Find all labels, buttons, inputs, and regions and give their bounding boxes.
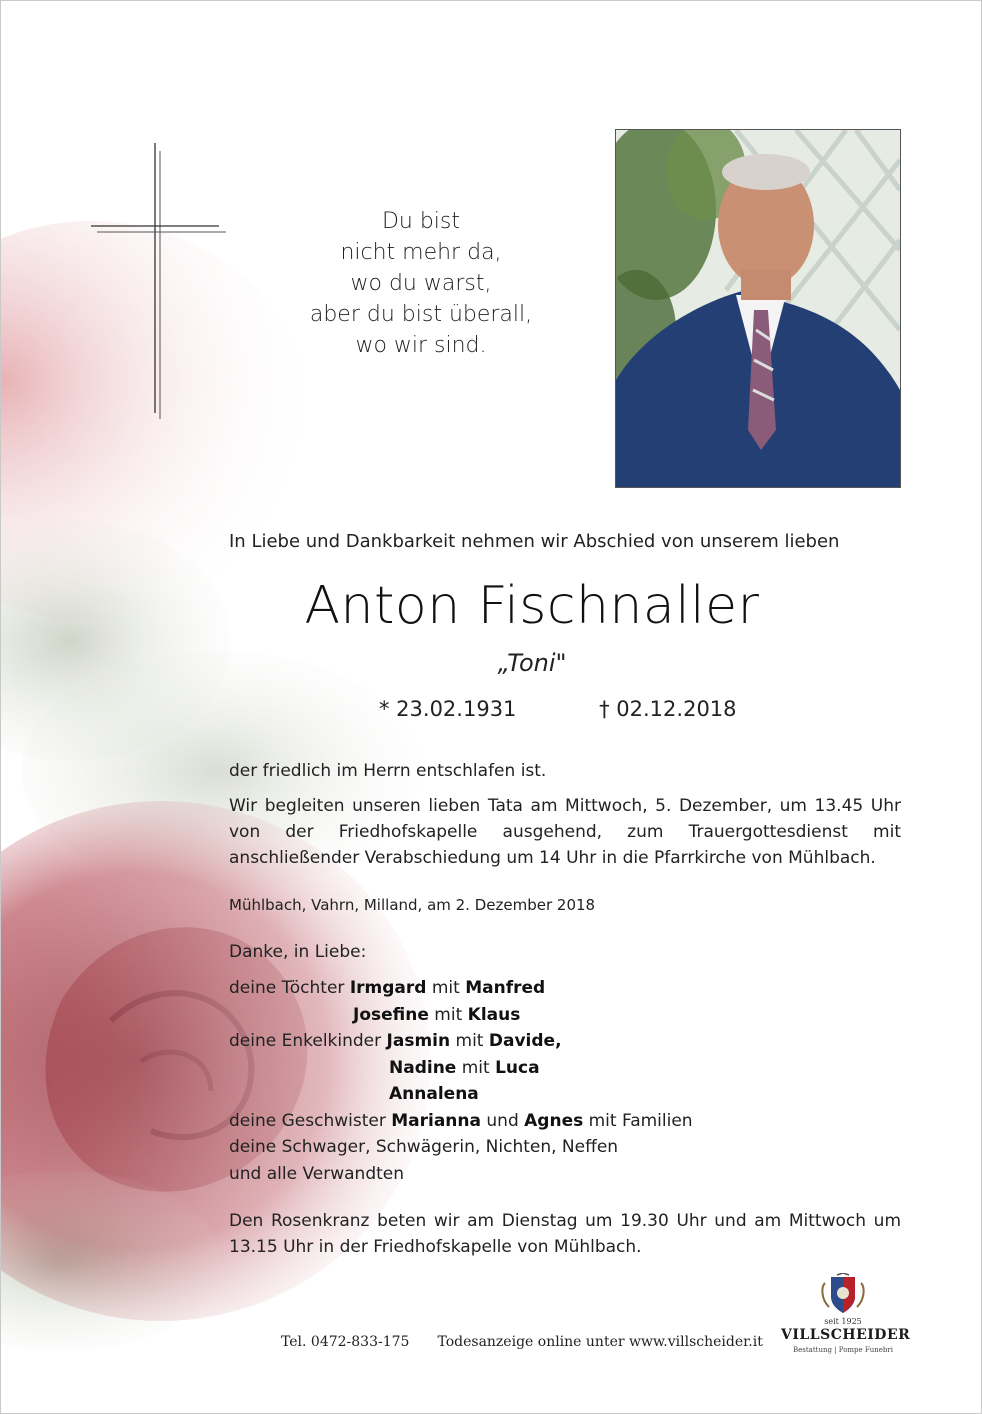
family-row: [229, 1055, 693, 1082]
family-member: Irmgard: [349, 978, 427, 998]
family-list: [229, 975, 693, 1187]
family-member: Jasmin: [386, 1031, 451, 1051]
family-row: [229, 975, 693, 1002]
family-connector: mit: [461, 1057, 490, 1078]
family-member: Davide,: [488, 1031, 562, 1051]
verse-line: nicht mehr da,: [340, 240, 502, 265]
family-label: deine Töchter: [229, 978, 345, 998]
logo-since: seit 1925: [824, 1317, 862, 1326]
family-member: Manfred: [465, 978, 546, 998]
family-suffix: mit Familien: [588, 1110, 693, 1131]
family-member: Annalena: [389, 1084, 479, 1104]
family-label: deine Enkelkinder: [229, 1031, 382, 1051]
portrait-photo: [615, 129, 901, 488]
family-connector: und: [486, 1110, 519, 1131]
birth-date: * 23.02.1931: [379, 697, 517, 721]
family-row: [229, 1002, 693, 1029]
family-member: Agnes: [524, 1110, 584, 1131]
family-connector: mit: [434, 1004, 463, 1025]
rosary-details: Den Rosenkranz beten wir am Dienstag um 19.30 Uhr und am Mittwoch um 13.15 Uhr in der Friedhofskapelle von Mühlbach.: [229, 1211, 901, 1257]
family-connector: mit: [431, 978, 460, 998]
deceased-name: Anton Fischnaller: [304, 576, 760, 636]
cross-icon: [89, 141, 229, 421]
funeral-details: Wir begleiten unseren lieben Tata am Mittwoch, 5. Dezember, um 13.45 Uhr von der Friedhofskapelle ausgehend, zum Trauergottesdienst mit anschließender Verabschiedung um 14 Uhr in die Pfarrkirche von Mühlbach.: [229, 796, 901, 868]
verse-line: wo du warst,: [350, 271, 492, 296]
logo-brand: VILLSCHEIDER: [781, 1327, 911, 1343]
death-date: † 02.12.2018: [599, 697, 737, 721]
online-notice-link[interactable]: Todesanzeige online unter www.villscheider.it: [437, 1334, 763, 1350]
family-label: deine Geschwister: [229, 1110, 386, 1131]
verse-line: aber du bist überall,: [309, 302, 533, 327]
family-member: Josefine: [353, 1004, 429, 1025]
family-member: Luca: [495, 1057, 540, 1078]
coat-of-arms-icon: [781, 1273, 905, 1317]
family-row: [229, 1081, 693, 1108]
family-row: [229, 1108, 693, 1135]
family-member: Marianna: [391, 1110, 481, 1131]
logo-tagline: Bestattung | Pompe Funebri: [792, 1346, 893, 1354]
funeral-home-logo: [781, 1273, 911, 1373]
thanks-line: Danke, in Liebe:: [229, 942, 367, 962]
family-row: [229, 1028, 693, 1055]
passing-statement: der friedlich im Herrn entschlafen ist.: [229, 761, 547, 781]
life-dates: [379, 697, 737, 721]
memorial-verse: [271, 206, 571, 361]
footer-contact: [281, 1334, 763, 1350]
intro-line: In Liebe und Dankbarkeit nehmen wir Abschied von unserem lieben: [229, 531, 840, 552]
family-row: und alle Verwandten: [229, 1163, 405, 1184]
family-member: Klaus: [467, 1004, 521, 1025]
place-and-date: Mühlbach, Vahrn, Milland, am 2. Dezember 2018: [229, 896, 596, 914]
family-row: deine Schwager, Schwägerin, Nichten, Neffen: [229, 1137, 619, 1157]
verse-line: wo wir sind.: [355, 333, 487, 358]
phone-number: Tel. 0472-833-175: [281, 1334, 410, 1350]
family-connector: mit: [455, 1031, 484, 1051]
family-member: Nadine: [389, 1057, 457, 1078]
deceased-nickname: „Toni": [497, 649, 567, 677]
verse-line: Du bist: [381, 209, 461, 234]
